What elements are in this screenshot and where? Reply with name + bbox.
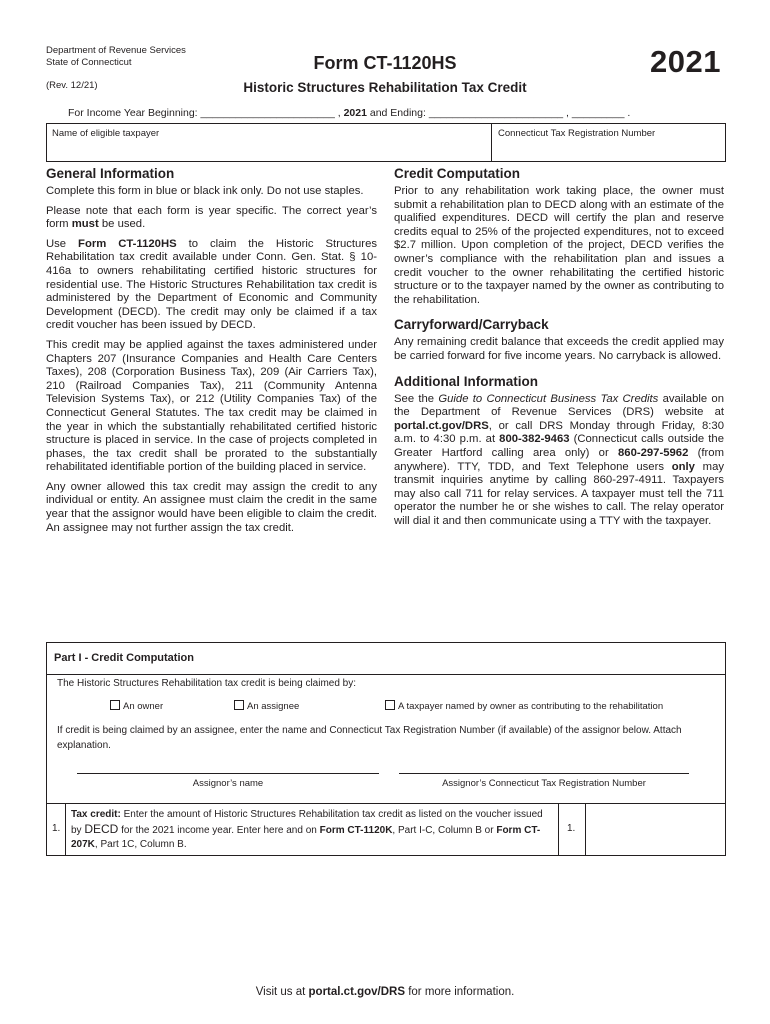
form-year: 2021 bbox=[650, 44, 721, 79]
general-info-p5: Any owner allowed this tax credit may assign the credit to any individual or entity. An assignee must claim the credit in the same year that the assignor would have been eligible to claim the credit. An assignee may not further assign the tax credit. bbox=[46, 480, 377, 534]
assignor-name-field[interactable] bbox=[77, 773, 379, 774]
assignor-reg-label: Assignor’s Connecticut Tax Registration Number bbox=[442, 778, 646, 789]
part1-title: Part I - Credit Computation bbox=[54, 652, 194, 664]
footer-text: Visit us at portal.ct.gov/DRS for more information. bbox=[255, 986, 515, 998]
credit-computation-title: Credit Computation bbox=[394, 166, 520, 181]
assignor-name-label: Assignor’s name bbox=[192, 778, 264, 789]
part1-title-divider bbox=[47, 674, 725, 675]
income-year-prefix: For Income Year Beginning: _______________________ , bbox=[68, 107, 344, 119]
income-year-line[interactable] bbox=[68, 107, 630, 119]
credit-computation-p1: Prior to any rehabilitation work taking place, the owner must submit a rehabilitation plan to DECD along with an estimate of the qualified expenditures. DECD will certify the plan and reserve credits equal to 25% of the projected expenditures, not to exceed $2.7 million. Upon completion of the project, DECD verifies the owner’s compliance with the rehabilitation plan and issues a credit voucher to the owner rehabilitating the certified historic structure or to the taxpayer named by the owner as contributing to the rehabilitation. bbox=[394, 185, 724, 306]
form-title: Form CT-1120HS bbox=[313, 53, 457, 73]
income-year-suffix: and Ending: _______________________ , _________ . bbox=[366, 107, 631, 119]
carryforward-title: Carryforward/Carryback bbox=[394, 317, 549, 333]
tax-credit-amount-field[interactable] bbox=[587, 806, 721, 852]
general-information-title: General Information bbox=[46, 166, 175, 181]
general-info-p3: Use Form CT-1120HS to claim the Historic Structures Rehabilitation tax credit available under Conn. Gen. Stat. § 10-416a to owners rehabilitating certified historic structures for residential use. The Historic Structures Rehabilitation tax credit is administered by the Department of Economic and Community Development (DECD). The credit may only be claimed if a tax credit voucher has been issued by DECD. bbox=[46, 237, 378, 332]
part1-box bbox=[46, 642, 726, 856]
owner-checkbox[interactable] bbox=[110, 700, 120, 710]
income-year-bold: 2021 bbox=[343, 107, 367, 119]
revision-date: (Rev. 12/21) bbox=[46, 80, 98, 91]
right-column bbox=[394, 166, 724, 534]
additional-info-p1: See the Guide to Connecticut Business Tax Credits available on the Department of Revenue Services (DRS) website at portal.ct.gov/DRS, or call DRS Monday through Friday, 8:30 a.m. to 4:30 p.m. at 800-382-9463 (Connecticut calls outside the Greater Hartford calling area only) or 860-297-5962 (from anywhere). TTY, TDD, and Text Telephone users only may transmit inquiries anytime by calling 860-297-4911. Taxpayers may also call 711 for relay services. A taxpayer must tell the 711 operator the number he or she wishes to call. The relay operator will dial it and then communicate using a TTY with the taxpayer. bbox=[394, 392, 725, 527]
line1-num-divider bbox=[65, 803, 66, 855]
taxpayer-reg-number-field[interactable]: Connecticut Tax Registration Number bbox=[498, 128, 656, 139]
state-name: State of Connecticut bbox=[46, 57, 132, 68]
line1-box-left bbox=[558, 803, 559, 855]
left-column bbox=[46, 166, 377, 541]
general-info-p2: Please note that each form is year specific. The correct year’s form must be used. bbox=[46, 204, 377, 231]
line1-number: 1. bbox=[52, 823, 61, 834]
assignee-checkbox[interactable] bbox=[234, 700, 244, 710]
line1-text: Tax credit: Enter the amount of Historic Structures Rehabilitation tax credit as listed on the voucher issued by DECD for the 2021 income year. Enter here and on Form CT-1120K, Part I-C, Column B or Form CT-207K, Part 1C, Column B. bbox=[71, 809, 543, 850]
form-subtitle: Historic Structures Rehabilitation Tax Credit bbox=[243, 80, 527, 95]
taxpayer-name-field[interactable]: Name of eligible taxpayer bbox=[52, 128, 160, 139]
line1-box-number: 1. bbox=[567, 823, 576, 834]
claimed-by-text: The Historic Structures Rehabilitation tax credit is being claimed by: bbox=[57, 678, 357, 689]
line1-box-mid bbox=[585, 803, 586, 855]
footer-website-link[interactable]: portal.ct.gov/DRS bbox=[308, 986, 406, 998]
general-info-p1: Complete this form in blue or black ink only. Do not use staples. bbox=[46, 185, 364, 197]
taxpayer-checkbox[interactable] bbox=[385, 700, 395, 710]
owner-option[interactable]: An owner bbox=[110, 700, 163, 712]
assignor-reg-field[interactable] bbox=[399, 773, 689, 774]
assignee-note: If credit is being claimed by an assignee, enter the name and Connecticut Tax Registration Number (if available) of the assignor below. Attach explanation. bbox=[57, 725, 682, 751]
taxpayer-info-box bbox=[46, 123, 726, 162]
additional-information-title: Additional Information bbox=[394, 373, 538, 389]
taxpayer-option[interactable]: A taxpayer named by owner as contributing to the rehabilitation bbox=[385, 700, 663, 712]
general-info-p4: This credit may be applied against the taxes administered under Chapters 207 (Insurance Companies and Health Care Centers Taxes), 208 (Corporation Business Tax), 209 (Air Carriers Tax), 210 (Railroad Companies Tax), 211 (Community Antenna Television Systems Tax), or 212 (Utility Companies Tax) of the Connecticut General Statutes. The tax credit may be claimed in the year in which the substantially rehabilitated certified historic structure is placed in service. In the case of projects completed in phases, the tax credit shall be prorated to the substantially rehabilitated identifiable portion of the building placed in service. bbox=[46, 338, 377, 474]
carryforward-p1: Any remaining credit balance that exceeds the credit applied may be carried forward for five income years. No carryback is allowed. bbox=[394, 336, 724, 362]
drs-website-link[interactable]: portal.ct.gov/DRS bbox=[394, 419, 489, 432]
taxpayer-box-divider bbox=[491, 124, 492, 161]
agency-name: Department of Revenue Services bbox=[46, 45, 186, 56]
line1-divider bbox=[47, 803, 725, 804]
assignee-option[interactable]: An assignee bbox=[234, 700, 299, 712]
